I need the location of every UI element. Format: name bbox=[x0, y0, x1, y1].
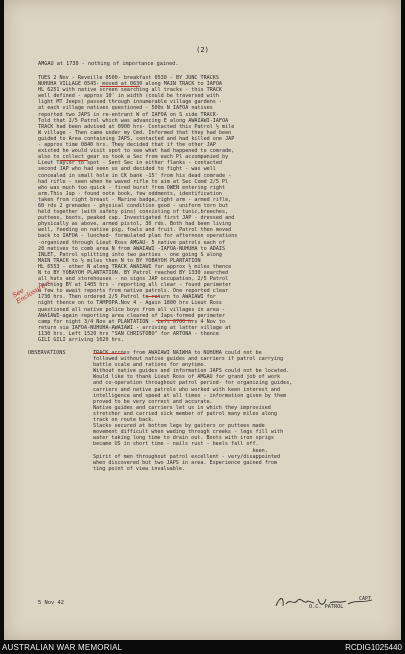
archive-record-id: RCDIG1025440 bbox=[345, 643, 402, 652]
report-date: 5 Nov 42 bbox=[38, 600, 64, 606]
red-strike-mark bbox=[100, 86, 140, 87]
observations-label: OBSERVATIONS bbox=[28, 350, 66, 356]
red-strike-mark bbox=[156, 320, 192, 321]
intro-line: AMGAU at 1730 - nothing of importance gained. bbox=[38, 61, 179, 67]
diary-body-text: TUES 2 Nov - Reveille 0500- breakfast 0530 - BY JUNC TRACKS NUHUHA VILLAGE 0545- moved at 0630 along MAIN TRACK to IAFOA HL 6251 with native screen searching all tracks - this TRACK well defined - approx 10' in width (could be traversed with light MT Jeeps) passed through innumerable village gardens - at each village natives questioned - 500x N IAFOA natives reported two JAPS in re-entrant W of IAFOA on S side TRACK- Told that 2/5 Patrol which was advancing E along AWAIAWI-IAFOA TRACK had been advised at 0900 hrs- Contacted this Patrol ½ mile W village - Then came under my Cmd. Informed that they had been guided to Area containing JAPS, contacted and had killed one JAP - approx time 0840 hrs. They decided that if the other JAP existed he would visit spot to see what had happened to comrade, also to collect gear so took a Sec from each Pl accompanied by Lieut Taylor to spot - Sent Sec in either flanks - contacted second JAP who had seen us and decided to fight - was well concealed in small hole in CK bank -15' from his dead comrade - had rifle - seen when he waved rifle to aim at Sec Comd 2/5 Pl who was much too quick - fired burst from OWEN entering right arm.This Jap - found note book, few oddments, identification taken from right breast - Marine badge,right arm - armed rifle, 60 rds 2 grenades - physical condition good - uniform torn but held together (with safety pins) consisting of tunic,breeches, puttees, boots, peaked cap. Investigated first JAP - dressed and physically as above, armed pistol, 30 rds. Both had been living well, feeding on native pig, fowls and fruit. Patrol then moved back to IAFOA - lunched- formulated plan for afternoon operations -organized through Lieut Ross AMGAU- 5 native patrols each of 20 natives to comb area N from AWAIAWI -IAFOA-NUHUHA to ADAIS INLET, Patrol splitting into two parties - one going S along MAIN TRACK to ½ miles then N to BY YOBAYOH PLANTATION HL 6553 - other N along TRACK AWAIAWI for approx ½ miles thence N to BY YOBAYOH PLANTATION. BY Patrol reached BY 1330 searched all huts and storehouses - no signs JAP occupation, 2/5 Patrol reaching BY at 1405 hrs - reporting all clear - found perimeter a few to await reports from native patrols. One reported clear 1730 hrs. Then ordered 2/5 Patrol to return to AWAIAWI for night thence on to TAMPOPA.Nov 4 - Again 1800 hrs Lieut Ross questioned all native police boys from all villages in area - AWAIAWI-again reporting area cleared of Japs-formed perimeter camp for night 3/4 Nov at PLANTATION - Left 0700 hrs 4 Nov to return via IAFOA-NUHUHA-AWAIAWI - arriving at latter village at 1130 hrs. Left 1520 hrs "SAN CHRISTOBO" for ARTONA - thence GILI GILI arriving 1620 hrs. bbox=[38, 75, 238, 344]
signature-rank: CAPT bbox=[359, 596, 372, 602]
signature-title: O.C. PATROL bbox=[309, 604, 344, 610]
handwritten-annotation: See Enclosure x bbox=[10, 278, 52, 306]
document-page bbox=[4, 0, 401, 640]
page-number: (2) bbox=[196, 46, 209, 54]
archive-credit: AUSTRALIAN WAR MEMORIAL bbox=[2, 643, 123, 652]
observations-text: from AWAIAWI NAIWHA to NUHUHA could not be followed without native guides and carriers if patrol carrying battle scale and rations for anytime. Without native guides and information JAPS could not be located. Would like to thank Lieut Ross of AMGAU for grand job of work and co-operation throughout patrol period- for organizing guides, carriers and native patrols who worked with keen interest and intelligence and speed at all times - information given by them proved to be very correct and accurate. Native guides and carriers let us in which they improvised stretcher and carried sick member of patrol many miles along track on route back. Slacks secured at bottom legs by gaiters or puttees made movement difficult when wading through creeks - legs fill with water taking long time to drain out. Boots with iron sprigs became US in short time - nails rust - heels fall off. keen. Spirit of men throughout patrol excellent - very/disappointed when discovered but two JAPS in area. Experience gained from ting point of view invaluable. bbox=[93, 350, 293, 472]
red-strike-mark bbox=[146, 296, 160, 297]
red-strike-mark bbox=[93, 353, 125, 354]
red-strike-mark bbox=[60, 160, 88, 161]
